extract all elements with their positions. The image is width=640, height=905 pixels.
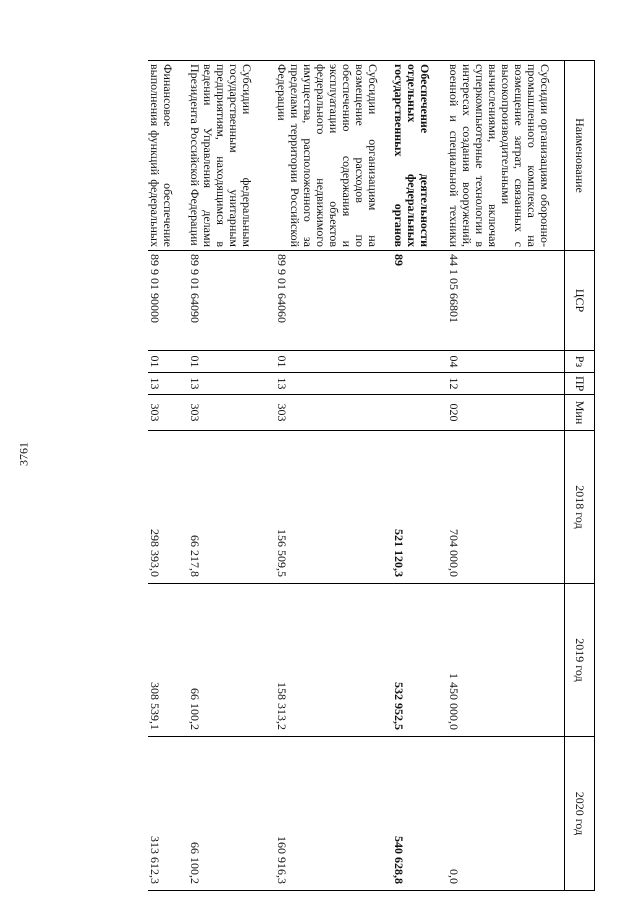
row-pr: 13	[276, 373, 393, 395]
header-min: Мин	[565, 395, 595, 431]
row-2019: 158 313,2	[276, 584, 393, 737]
row-name: Субсидии организациям оборонно-промышленного комплекса на возмещение затрат, связанных с высокопроизводительными вычислениями, включая суперкомпьютерные технологии в интересах создания вооружений, военной и специальной техники	[448, 61, 565, 251]
row-pr: 13	[189, 373, 276, 395]
row-2020: 0,0	[448, 737, 565, 891]
header-2020: 2020 год	[565, 737, 595, 891]
row-2020: 313 612,3	[149, 737, 189, 891]
row-2019: 308 539,1	[149, 584, 189, 737]
row-2019: 1 450 000,0	[448, 584, 565, 737]
row-rz: 01	[149, 351, 189, 373]
row-min: 303	[149, 395, 189, 431]
row-csr: 89 9 01 90000	[149, 251, 189, 351]
row-2020: 540 628,8	[393, 737, 448, 891]
header-2018: 2018 год	[565, 431, 595, 584]
header-row	[565, 61, 595, 891]
row-2020: 66 100,2	[189, 737, 276, 891]
row-rz: 01	[276, 351, 393, 373]
table-row	[149, 61, 189, 891]
header-2019: 2019 год	[565, 584, 595, 737]
row-rz	[393, 351, 448, 373]
row-2018: 521 120,3	[393, 431, 448, 584]
row-2018: 156 509,5	[276, 431, 393, 584]
header-rz: Рз	[565, 351, 595, 373]
row-2018: 704 000,0	[448, 431, 565, 584]
table-row	[189, 61, 276, 891]
table-row	[276, 61, 393, 891]
budget-table-sheet	[65, 60, 595, 890]
row-csr: 89 9 01 64090	[189, 251, 276, 351]
row-pr: 12	[448, 373, 565, 395]
row-2019: 66 100,2	[189, 584, 276, 737]
page-number: 3761	[16, 442, 31, 466]
header-csr: ЦСР	[565, 251, 595, 351]
row-pr: 13	[149, 373, 189, 395]
table-row	[448, 61, 565, 891]
budget-table	[149, 60, 596, 891]
row-name: Обеспечение деятельности отдельных федеральных государственных органов	[393, 61, 448, 251]
header-pr: ПР	[565, 373, 595, 395]
row-csr: 89 9 01 64060	[276, 251, 393, 351]
row-min	[393, 395, 448, 431]
row-2018: 298 393,0	[149, 431, 189, 584]
row-2019: 532 952,5	[393, 584, 448, 737]
row-min: 303	[189, 395, 276, 431]
row-2020: 160 916,3	[276, 737, 393, 891]
row-csr: 89	[393, 251, 448, 351]
row-min: 020	[448, 395, 565, 431]
row-name: Финансовое обеспечение выполнения функций федеральных	[149, 61, 189, 251]
row-name: Субсидии организациям на возмещение расходов по обеспечению содержания и эксплуатации объектов федерального недвижимого имущества, расположенного за пределами территории Российской Федерации	[276, 61, 393, 251]
row-pr	[393, 373, 448, 395]
row-min: 303	[276, 395, 393, 431]
row-rz: 04	[448, 351, 565, 373]
table-row	[393, 61, 448, 891]
row-rz: 01	[189, 351, 276, 373]
row-2018: 66 217,8	[189, 431, 276, 584]
header-name: Наименование	[565, 61, 595, 251]
row-csr: 44 1 05 66801	[448, 251, 565, 351]
row-name: Субсидии федеральным государственным унитарным предприятиям, находящимся в ведении Управления делами Президента Российской Федерации	[189, 61, 276, 251]
